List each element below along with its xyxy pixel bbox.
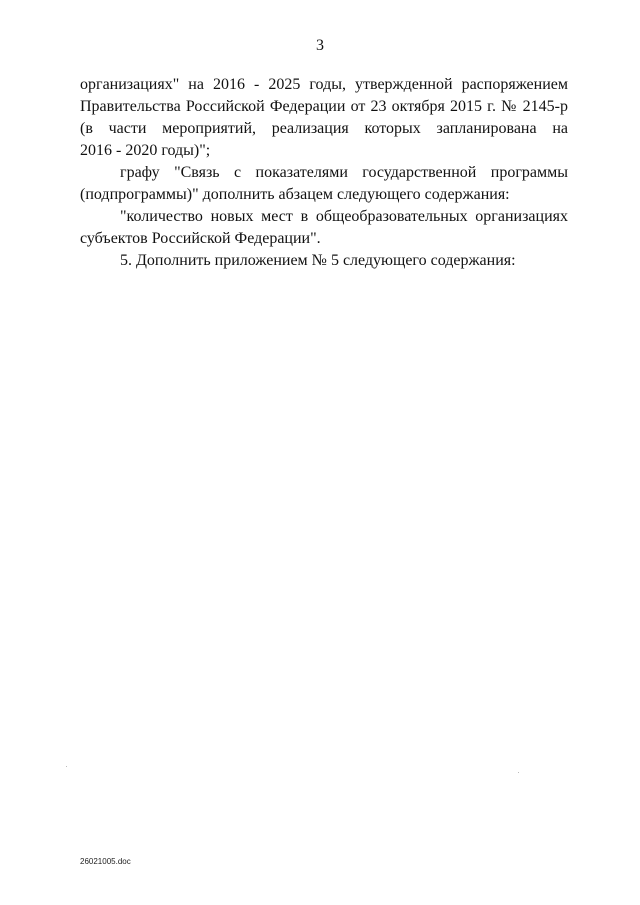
page-number: 3 [316, 37, 324, 54]
scan-speck [518, 772, 519, 773]
text-line: 2016 - 2020 годы)"; [80, 142, 211, 159]
text-line: графу "Связь с показателями государственной программы [120, 164, 568, 181]
paragraph-appendix [80, 250, 568, 272]
text-line: Правительства Российской Федерации от 23 октября 2015 г. № 2145-р [80, 98, 568, 115]
text-line: организациях" на 2016 - 2025 годы, утвержденной распоряжением [80, 76, 568, 93]
text-line: 5. Дополнить приложением № 5 следующего содержания: [120, 252, 516, 269]
text-line: "количество новых мест в общеобразовательных организациях [120, 208, 568, 225]
text-line: (подпрограммы)" дополнить абзацем следующего содержания: [80, 186, 510, 203]
paragraph-column-link [80, 162, 568, 206]
paragraph-quote [80, 206, 568, 250]
document-code: 26021005.doc [80, 857, 131, 866]
document-body [80, 74, 568, 272]
text-line: (в части мероприятий, реализация которых запланирована на [80, 120, 568, 137]
scan-speck [66, 766, 67, 767]
text-line: субъектов Российской Федерации". [80, 230, 321, 247]
paragraph-continuation [80, 74, 568, 162]
